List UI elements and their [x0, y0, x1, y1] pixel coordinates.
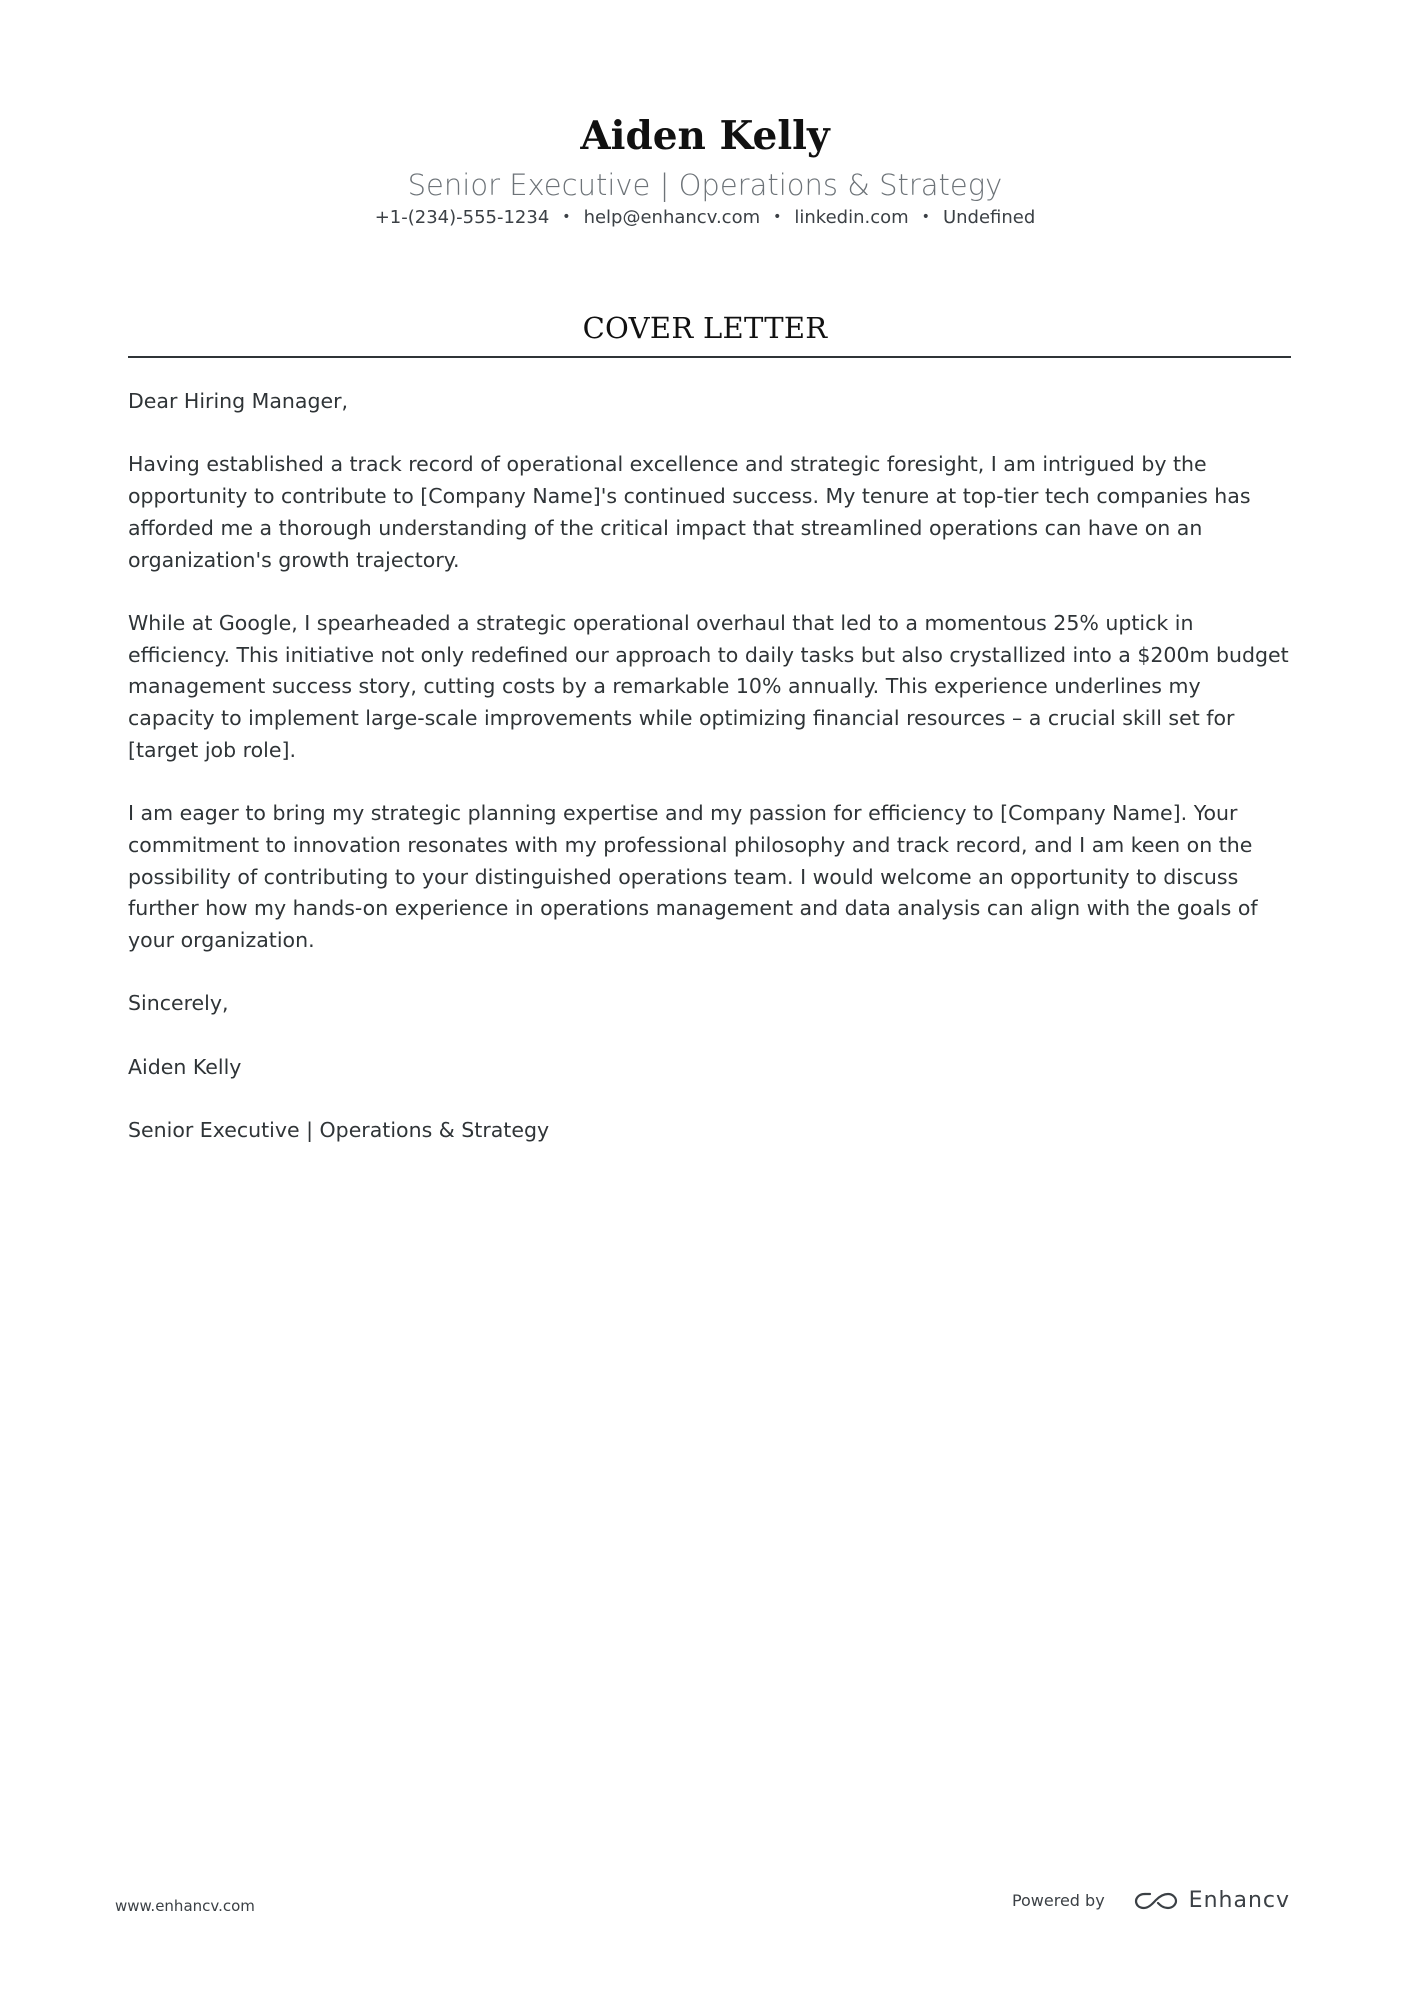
powered-by-label: Powered by [1011, 1891, 1105, 1910]
letter-paragraph: I am eager to bring my strategic planning expertise and my passion for efficiency to [Company Name]. Your commitment to innovation resonates with my professional philosophy and track record, and I am keen on the possibility of contributing to your distinguished operations team. I would welcome an opportunity to discuss further how my hands-on experience in operations management and data analysis can align with the goals of your organization. [128, 801, 1258, 952]
location: Undefined [942, 207, 1036, 228]
linkedin-link: linkedin.com [794, 207, 909, 228]
brand-name: Enhancv [1188, 1888, 1290, 1913]
signature-title: Senior Executive | Operations & Strategy [128, 1118, 550, 1143]
letter-paragraph: Having established a track record of operational excellence and strategic foresight, I am intrigued by the opportunity to contribute to [Company Name]'s continued success. My tenure at top-tier tech companies has afforded me a thorough understanding of the critical impact that streamlined operations can have on an organization's growth trajectory. [128, 452, 1251, 572]
footer-branding [1012, 1888, 1290, 1913]
footer-website[interactable]: www.enhancv.com [115, 1897, 255, 1915]
enhancv-logo-icon [1133, 1890, 1179, 1912]
signature-name: Aiden Kelly [128, 1054, 242, 1079]
separator-dot: • [773, 209, 782, 225]
section-divider [128, 356, 1291, 358]
contact-info [0, 204, 1410, 231]
letter-greeting: Dear Hiring Manager, [128, 389, 349, 413]
separator-dot: • [921, 209, 930, 225]
email-address: help@enhancv.com [583, 207, 761, 228]
letter-closing: Sincerely, [128, 991, 229, 1016]
applicant-name: Aiden Kelly [580, 113, 830, 159]
resume-header [0, 108, 1410, 231]
letter-body [128, 386, 1291, 1178]
applicant-title: Senior Executive | Operations & Strategy [407, 168, 1003, 202]
letter-paragraph: While at Google, I spearheaded a strategic operational overhaul that led to a momentous 25% uptick in efficiency. This initiative not only redefined our approach to daily tasks but also crystallized into a $200m budget management success story, cutting costs by a remarkable 10% annually. This experience underlines my capacity to implement large-scale improvements while optimizing financial resources – a crucial skill set for [target job role]. [128, 610, 1289, 762]
separator-dot: • [562, 209, 571, 225]
section-title: COVER LETTER [582, 311, 828, 345]
phone-number: +1-(234)-555-1234 [374, 207, 550, 228]
